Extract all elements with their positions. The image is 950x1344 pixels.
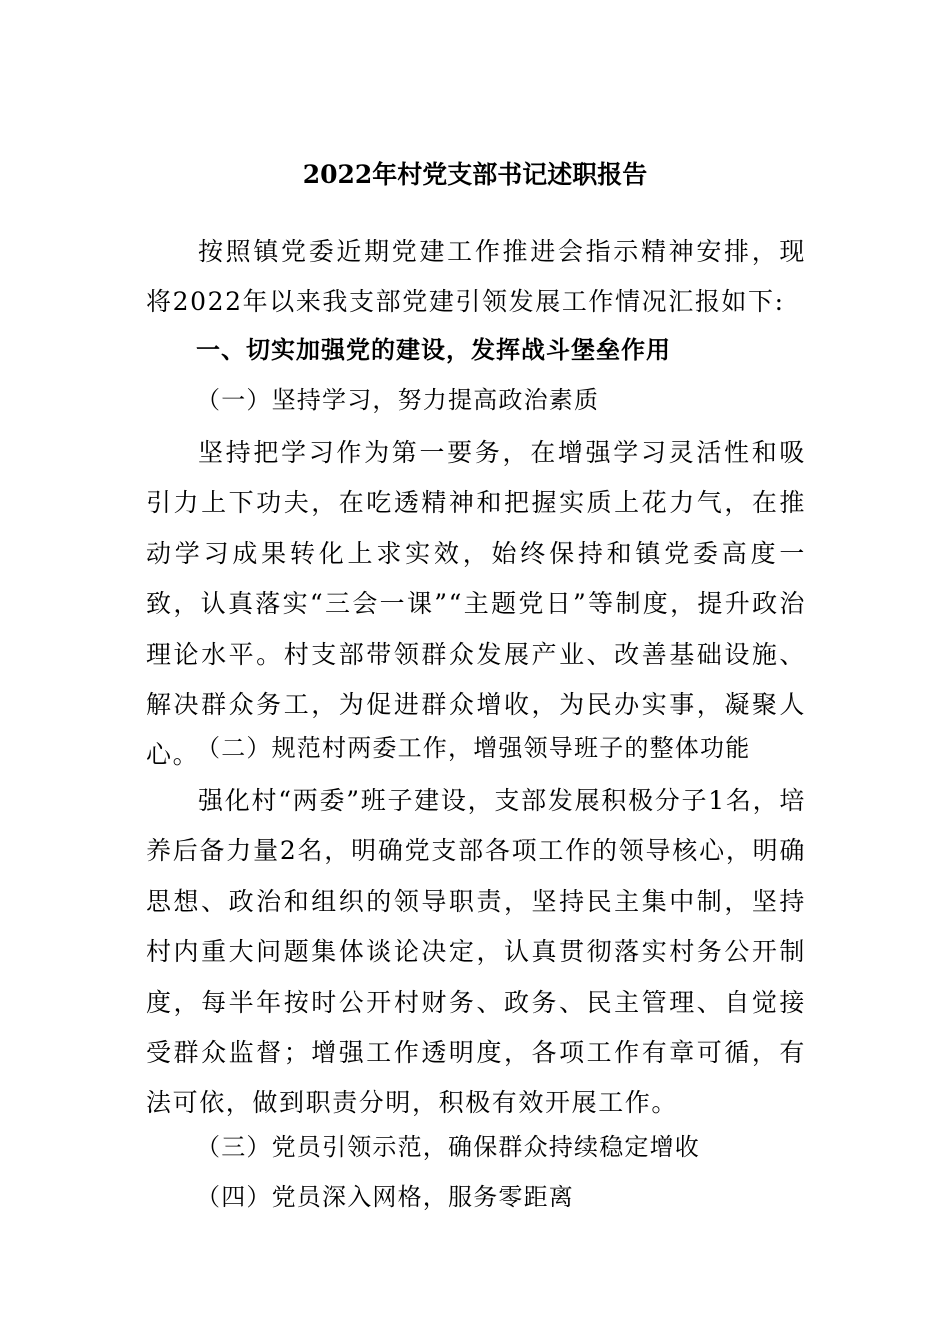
subsection-3-heading: （三）党员引领示范，确保群众持续稳定增收 [196,1133,700,1161]
subsection-1-heading: （一）坚持学习，努力提高政治素质 [196,386,600,414]
section-1-heading: 一、切实加强党的建设，发挥战斗堡垒作用 [196,336,671,364]
subsection-2-body-block [146,776,806,1129]
subsection-4-heading: （四）党员深入网格，服务零距离 [196,1183,574,1211]
intro-block [146,227,806,328]
document-title: 2022年村党支部书记述职报告 [302,160,648,189]
subsection-2-heading: （二）规范村两委工作，增强领导班子的整体功能 [196,734,751,762]
subsection-2-paragraph: 强化村“两委”班子建设，支部发展积极分子1名，培养后备力量2名，明确党支部各项工作的领导核心，明确思想、政治和组织的领导职责，坚持民主集中制，坚持村内重大问题集体谈论决定，认真贯彻落实村务公开制度，每半年按时公开村财务、政务、民主管理、自觉接受群众监督；增强工作透明度，各项工作有章可循，有法可依，做到职责分明，积极有效开展工作。 [146,786,806,1118]
intro-paragraph: 按照镇党委近期党建工作推进会指示精神安排，现将2022年以来我支部党建引领发展工作情况汇报如下: [146,237,806,317]
subsection-1-paragraph: 坚持把学习作为第一要务，在增强学习灵活性和吸引力上下功夫，在吃透精神和把握实质上花力气，在推动学习成果转化上求实效，始终保持和镇党委高度一致，认真落实“三会一课”“主题党日”等制度，提升政治理论水平。村支部带领群众发展产业、改善基础设施、解决群众务工，为促进群众增收，为民办实事，凝聚人心。 [146,438,806,770]
